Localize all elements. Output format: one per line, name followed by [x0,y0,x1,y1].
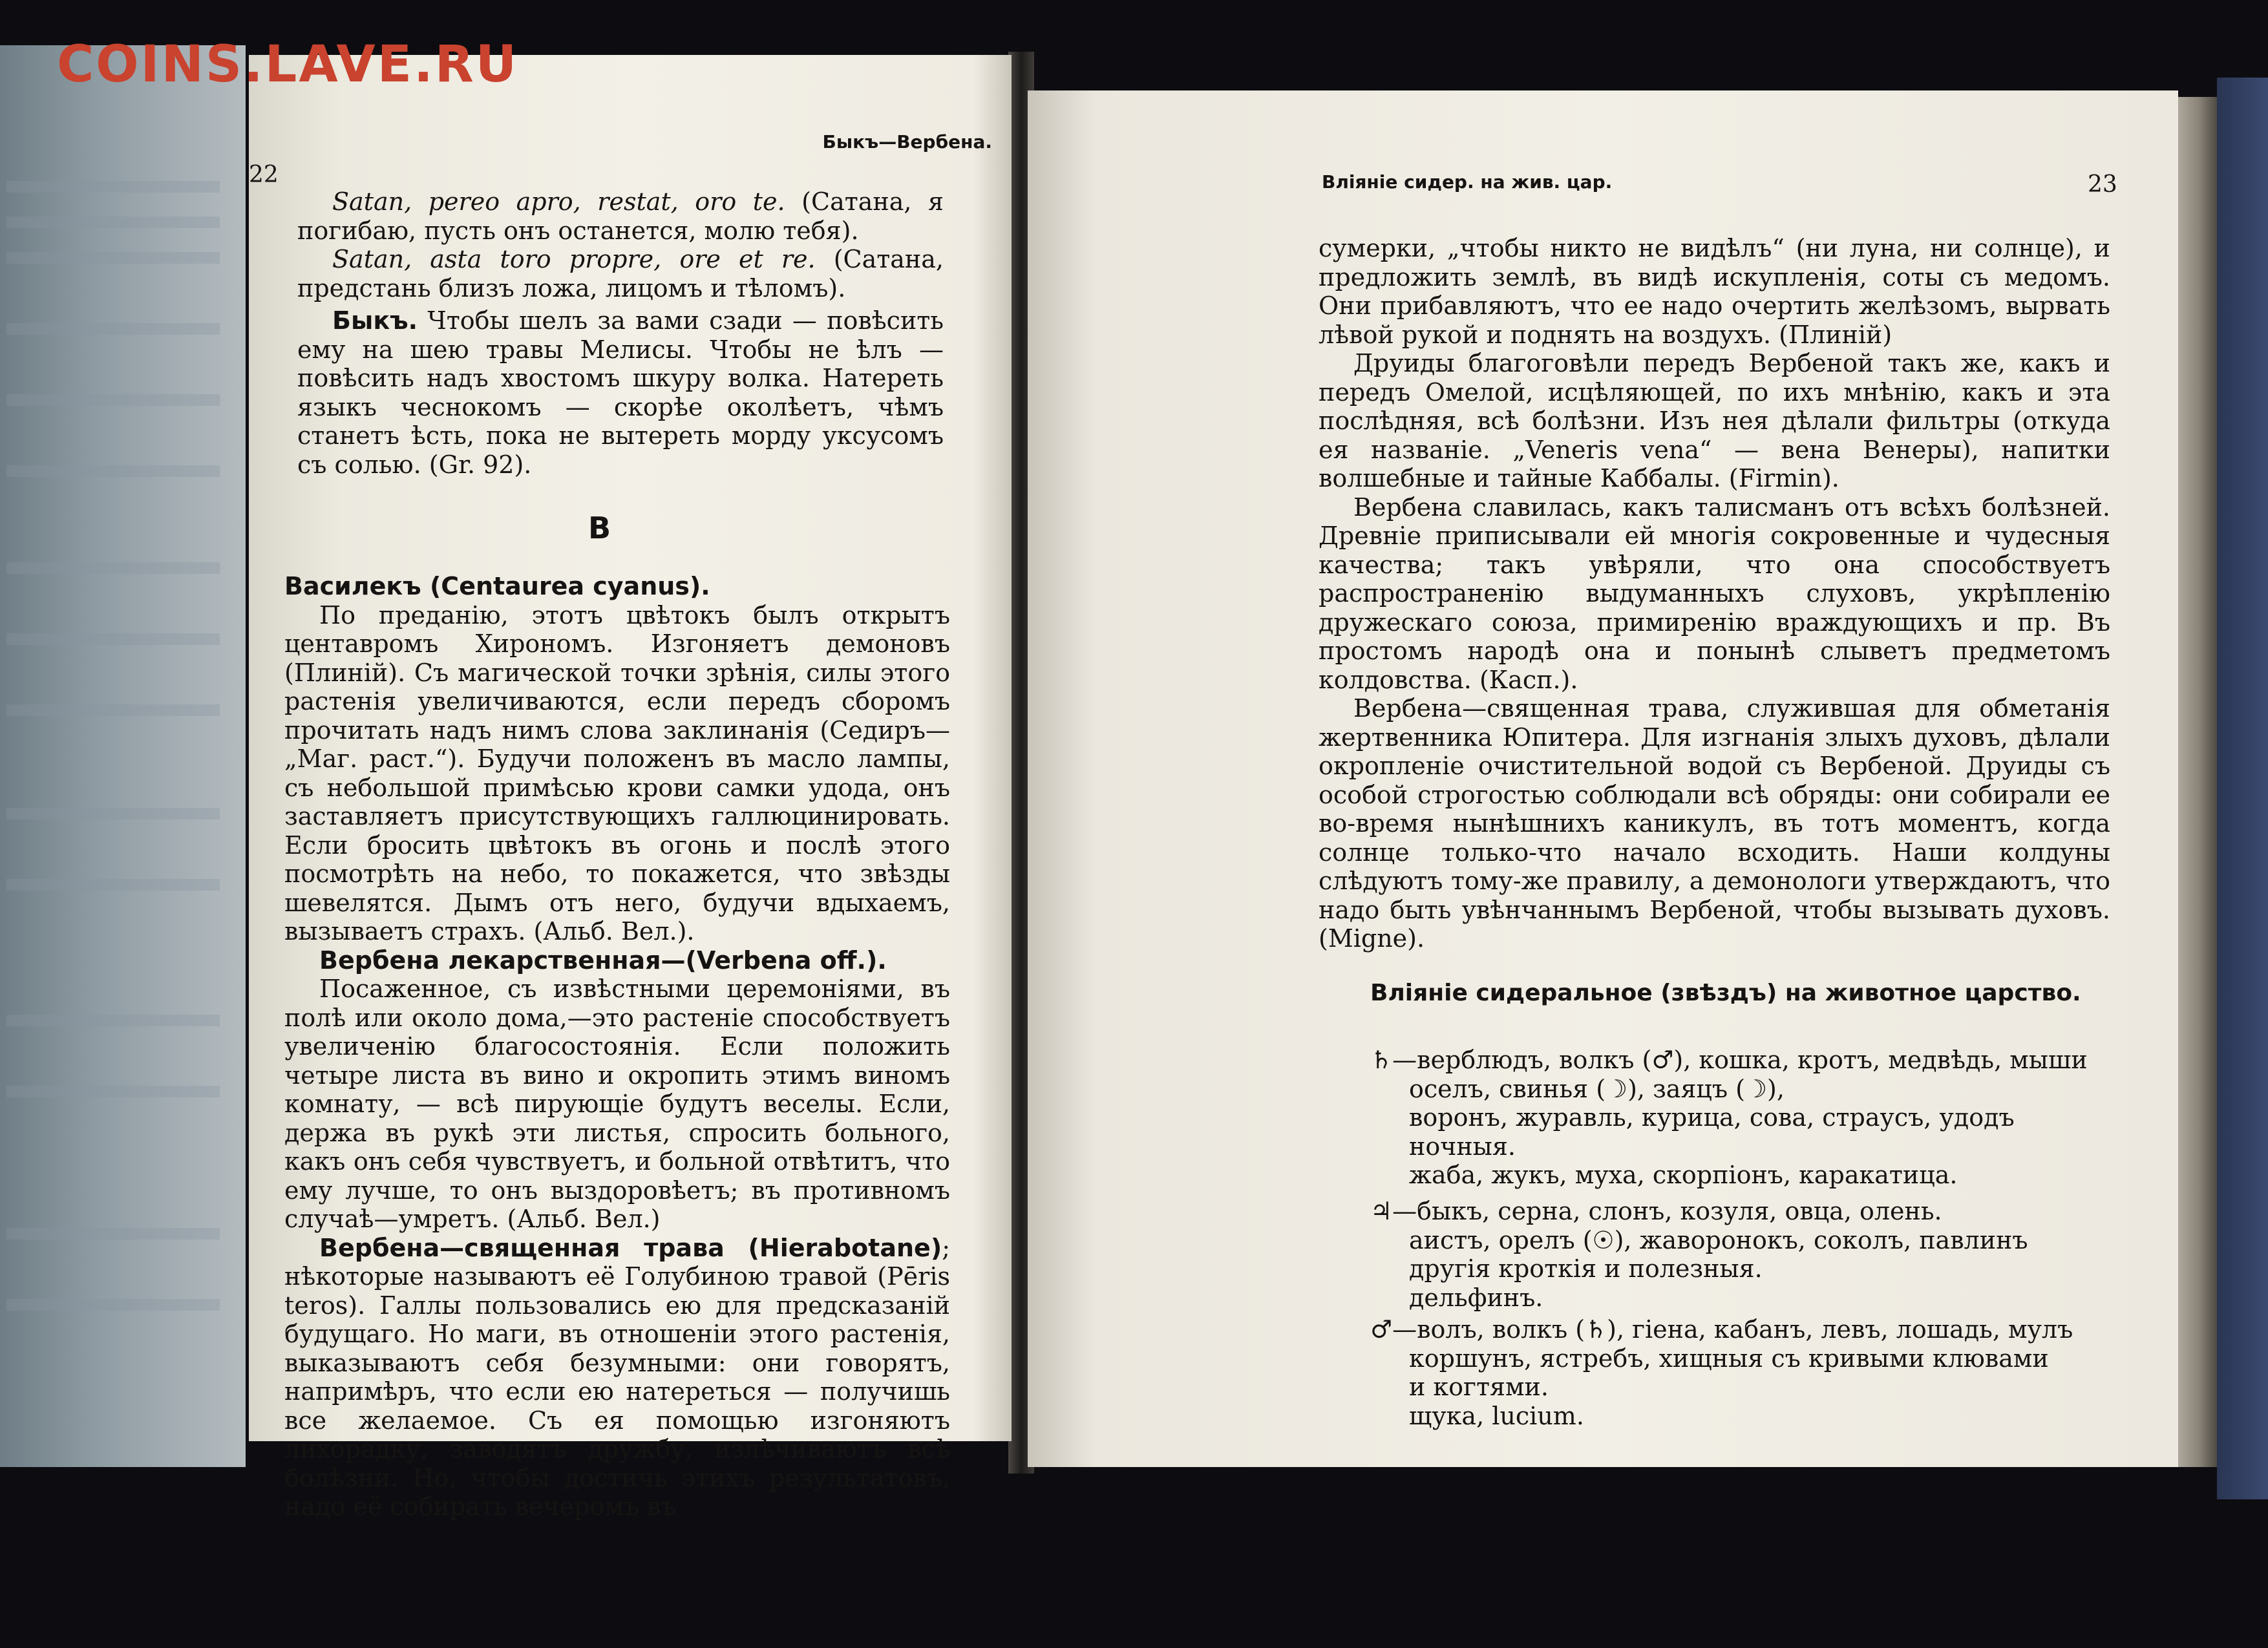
vasilek-text: По преданію, этотъ цвѣтокъ былъ открытъ центавромъ Хирономъ. Изгоняетъ демоновъ (Плиній). Съ магической точки зрѣнія, силы этого растенія увеличиваются, если передъ сборомъ прочитать надъ нимъ слова заклинанія (Седиръ—„Маг. раст.“). Будучи положенъ въ масло лампы, съ небольшой примѣсью крови самки удода, онъ заставляетъ присутствующихъ галлюцинировать. Если бросить цвѣтокъ въ огонь и послѣ этого посмотрѣть на небо, то покажется, что звѣзды шевелятся. Дымъ отъ него, будучи вдыхаемъ, вызываетъ страхъ. (Альб. Вел.). [284,600,950,945]
jupiter-line-4: дельфинъ. [1409,1283,1543,1312]
section-letter: В [588,511,611,545]
intro-line-1: Satan, pereo apro, restat, oro te. (Сатана, я погибаю, пусть онъ останется, молю тебя). [297,187,944,245]
intro-line-2: Satan, asta toro propre, ore et re. (Сатана, предстань близъ ложа, лицомъ и тѣломъ). [297,245,944,302]
running-head: Вліяніе сидер. на жив. цар. [1322,171,1613,193]
verbena-lek-text: Посаженное, съ извѣстными церемоніями, въ полѣ или около дома,—это растеніе способствуетъ увеличенію благосостоянія. Если положить четыре листа въ вино и окропить этимъ виномъ комнату, — всѣ пирующіе будутъ веселы. Если, держа въ рукѣ эти листья, спросить больного, какъ онъ себя чувствуетъ, и больной отвѣтитъ, что ему лучше, то онъ выздоровѣетъ; въ противномъ случаѣ—умретъ. (Альб. Вел.) [284,975,950,1233]
running-head: Быкъ—Вербена. [822,131,992,153]
mars-line-4: щука, lucium. [1409,1401,1584,1430]
saturn-symbol: ♄ [1370,1046,1393,1074]
right-paragraph-1: сумерки, „чтобы никто не видѣлъ“ (ни луна, ни солнце), и предложить землѣ, въ видѣ искупленія, соты съ медомъ. Они прибавляютъ, что ее надо очертить желѣзомъ, вырвать лѣвой рукой и поднять на воздухъ. (Плиній) [1319,234,2110,349]
page-number: 22 [249,162,279,188]
right-paragraph-4: Вербена—священная трава, служившая для обметанія жертвенника Юпитера. Для изгнанія злыхъ духовъ, дѣлали окропленіе очистительной водой съ Вербеной. Друиды съ особой строгостью соблюдали всѣ обряды: они собирали ее во-время нынѣшнихъ каникулъ, въ тотъ моментъ, когда солнце только-что начало всходить. Наши колдуны слѣдуютъ тому-же правилу, а демонологи утверждаютъ, что надо быть увѣнчаннымъ Вербеной, чтобы вызывать духовъ. (Migne). [1319,694,2110,953]
mars-line-2: коршунъ, ястребъ, хищныя съ кривыми клювами [1409,1344,2049,1373]
saturn-line-2: оселъ, свинья (☽), заяцъ (☽), [1409,1074,1785,1103]
jupiter-line-3: другія кроткія и полезныя. [1409,1254,1763,1283]
page-edges [2172,97,2217,1467]
saturn-line-1: ♄—верблюдъ, волкъ (♂), кошка, кротъ, медвѣдь, мыши [1370,1046,2088,1074]
mars-group [1370,1315,2073,1430]
left-text-main [284,572,950,1521]
left-page [249,55,1012,1521]
jupiter-group [1370,1197,2028,1312]
jupiter-line-1: ♃—быкъ, серна, слонъ, козуля, овца, олень. [1370,1197,1942,1225]
mars-symbol: ♂ [1370,1315,1393,1344]
verbena-svyash-paragraph: Вербена—священная трава (Hierabotane); нѣкоторые называютъ её Голубиною травой (Pēris teros). Галлы пользовались ею для предсказаній будущаго. Но маги, въ отношеніи этого растенія, выказываютъ себя безумными: они говорятъ, напримѣръ, что если ею натереться — получишь все желаемое. Съ ея помощью изгоняютъ лихорадку, заводятъ дружбу, излѣчиваютъ всѣ болѣзни. Но, чтобы достичь этихъ результатовъ, надо её собирать вечеромъ въ [284,1233,950,1521]
jupiter-line-2: аистъ, орелъ (☉), жаворонокъ, соколъ, павлинъ [1409,1225,2028,1254]
jupiter-symbol: ♃ [1370,1197,1393,1225]
book-cover [2217,78,2268,1499]
mars-line-1: ♂—волъ, волкъ (♄), гіена, кабанъ, левъ, лошадь, мулъ [1370,1315,2073,1344]
page-number: 23 [2088,171,2117,198]
saturn-line-4: ночныя. [1409,1132,1516,1161]
watermark: COINS.LAVE.RU [57,36,519,94]
right-page [1028,90,2178,1467]
saturn-line-5: жаба, жукъ, муха, скорпіонъ, каракатица. [1409,1161,1958,1189]
byk-paragraph: Быкъ. Чтобы шелъ за вами сзади — повѣсить ему на шею травы Мелисы. Чтобы не ѣлъ — повѣсить надъ хвостомъ шкуру волка. Натереть языкъ чеснокомъ — скорѣе околѣетъ, чѣмъ станетъ ѣсть, пока не вытереть морду уксусомъ съ солью. (Gr. 92). [297,306,944,479]
right-text-main [1319,234,2110,953]
vasilek-heading: Василекъ (Centaurea cyanus). [284,572,710,600]
underlying-page [0,45,246,1467]
section-title: Вліяніе сидеральное (звѣздъ) на животное царство. [1370,980,2081,1006]
mars-line-3: и когтями. [1409,1373,1549,1401]
right-paragraph-3: Вербена славилась, какъ талисманъ отъ всѣхъ болѣзней. Древніе приписывали ей многія сокровенные и чудесныя качества; такъ увѣряли, что она способствуетъ распространенію выдуманныхъ слуховъ, укрѣпленію дружескаго союза, примиренію враждующихъ и пр. Въ простомъ народѣ она и понынѣ слыветъ предметомъ колдовства. (Касп.). [1319,492,2110,694]
verbena-lek-heading: Вербена лекарственная—(Verbena off.). [319,945,887,975]
saturn-group [1370,1046,2088,1190]
right-paragraph-2: Друиды благоговѣли передъ Вербеной такъ же, какъ и передъ Омелой, исцѣляющей, по ихъ мнѣнію, какъ и эта послѣдняя, всѣ болѣзни. Изъ нея дѣлали фильтры (откуда ея названіе. „Veneris vena“ — вена Венеры), напитки волшебные и тайные Каббалы. (Firmin). [1319,349,2110,492]
saturn-line-3: воронъ, журавль, курица, сова, страусъ, удодъ [1409,1103,2015,1132]
left-text-top [297,187,944,479]
